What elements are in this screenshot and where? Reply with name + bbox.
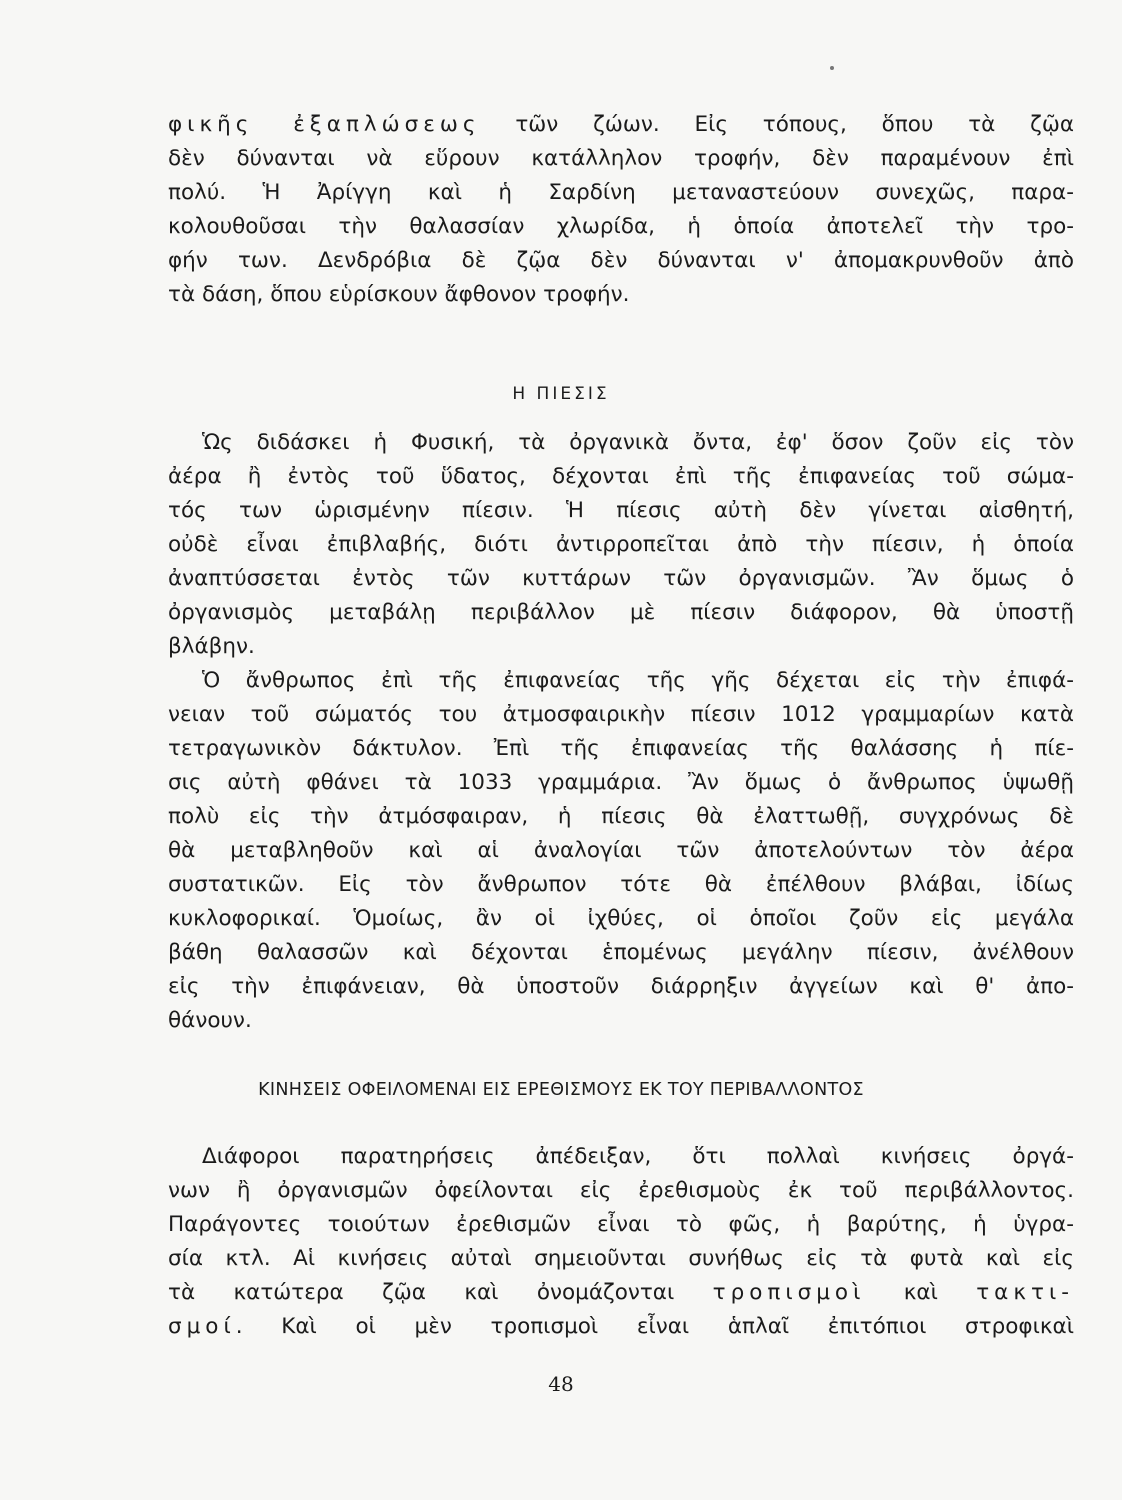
text-line: κολουθοῦσαι τὴν θαλασσίαν χλωρίδα, ἡ ὁποία ἀποτελεῖ τὴν τρο- — [168, 214, 1074, 239]
text-line: σμοί. Καὶ οἱ μὲν τροπισμοὶ εἶναι ἁπλαῖ ἐπιτόπιοι στροφικαὶ — [168, 1314, 1074, 1339]
text-line: κυκλοφορικαί. Ὁμοίως, ἂν οἱ ἰχθύες, οἱ ὁποῖοι ζοῦν εἰς μεγάλα — [168, 906, 1074, 931]
text-line: τὰ δάση, ὅπου εὑρίσκουν ἄφθονον τροφήν. — [168, 282, 630, 307]
text-line: τετραγωνικὸν δάκτυλον. Ἐπὶ τῆς ἐπιφανείας τῆς θαλάσσης ἡ πίε- — [168, 736, 1074, 761]
text-line: νειαν τοῦ σώματός του ἀτμοσφαιρικὴν πίεσιν 1012 γραμμαρίων κατὰ — [168, 702, 1074, 727]
paragraph-intro — [168, 108, 1074, 312]
text-line: συστατικῶν. Εἰς τὸν ἄνθρωπον τότε θὰ ἐπέλθουν βλάβαι, ἰδίως — [168, 872, 1074, 897]
paragraph-pressure-1 — [168, 426, 1074, 664]
text-line: πολὺ εἰς τὴν ἀτμόσφαιραν, ἡ πίεσις θὰ ἐλαττωθῇ, συγχρόνως δὲ — [168, 804, 1074, 829]
text-line: σις αὐτὴ φθάνει τὰ 1033 γραμμάρια. Ἂν ὅμως ὁ ἄνθρωπος ὑψωθῇ — [168, 770, 1074, 795]
text-line: εἰς τὴν ἐπιφάνειαν, θὰ ὑποστοῦν διάρρηξιν ἀγγείων καὶ θ' ἀπο- — [168, 974, 1074, 999]
text-line: οὐδὲ εἶναι ἐπιβλαβής, διότι ἀντιρροπεῖται ἀπὸ τὴν πίεσιν, ἡ ὁποία — [168, 532, 1074, 557]
section-heading-pressure: Η ΠΙΕΣΙΣ — [512, 384, 610, 404]
text-line: Ὁ ἄνθρωπος ἐπὶ τῆς ἐπιφανείας τῆς γῆς δέχεται εἰς τὴν ἐπιφά- — [202, 668, 1074, 693]
text-line: βάθη θαλασσῶν καὶ δέχονται ἑπομένως μεγάλην πίεσιν, ἀνέλθουν — [168, 940, 1074, 965]
text-line: βλάβην. — [168, 634, 255, 659]
paragraph-movements — [168, 1140, 1074, 1344]
text-line: ἀέρα ἢ ἐντὸς τοῦ ὕδατος, δέχονται ἐπὶ τῆς ἐπιφανείας τοῦ σώμα- — [168, 464, 1074, 489]
paragraph-pressure-2 — [168, 664, 1074, 1038]
text-line: ὀργανισμὸς μεταβάλῃ περιβάλλον μὲ πίεσιν διάφορον, θὰ ὑποστῇ — [168, 600, 1074, 625]
text-line: θάνουν. — [168, 1008, 252, 1033]
text-line: θὰ μεταβληθοῦν καὶ αἱ ἀναλογίαι τῶν ἀποτελούντων τὸν ἀέρα — [168, 838, 1074, 863]
text-line: Παράγοντες τοιούτων ἐρεθισμῶν εἶναι τὸ φῶς, ἡ βαρύτης, ἡ ὑγρα- — [168, 1212, 1074, 1237]
text-line: τὰ κατώτερα ζῷα καὶ ὀνομάζονται τροπισμοὶ καὶ τακτι- — [168, 1280, 1074, 1305]
text-line: φήν των. Δενδρόβια δὲ ζῷα δὲν δύνανται ν' ἀπομακρυνθοῦν ἀπὸ — [168, 248, 1074, 273]
speck-mark — [830, 66, 834, 70]
page-number: 48 — [548, 1372, 574, 1396]
text-line: Διάφοροι παρατηρήσεις ἀπέδειξαν, ὅτι πολλαὶ κινήσεις ὀργά- — [202, 1144, 1074, 1169]
section-heading-movements: ΚΙΝΗΣΕΙΣ ΟΦΕΙΛΟΜΕΝΑΙ ΕΙΣ ΕΡΕΘΙΣΜΟΥΣ ΕΚ ΤΟΥ ΠΕΡΙΒΑΛΛΟΝΤΟΣ — [258, 1080, 864, 1100]
text-line: σία κτλ. Αἱ κινήσεις αὐταὶ σημειοῦνται συνήθως εἰς τὰ φυτὰ καὶ εἰς — [168, 1246, 1074, 1271]
text-line: ἀναπτύσσεται ἐντὸς τῶν κυττάρων τῶν ὀργανισμῶν. Ἂν ὅμως ὁ — [168, 566, 1074, 591]
text-line: τός των ὡρισμένην πίεσιν. Ἡ πίεσις αὐτὴ δὲν γίνεται αἰσθητή, — [168, 498, 1074, 523]
text-line: πολύ. Ἡ Ἀρίγγη καὶ ἡ Σαρδίνη μεταναστεύουν συνεχῶς, παρα- — [168, 180, 1074, 205]
text-line: νων ἢ ὀργανισμῶν ὀφείλονται εἰς ἐρεθισμοὺς ἐκ τοῦ περιβάλλοντος. — [168, 1178, 1074, 1203]
text-line: δὲν δύνανται νὰ εὕρουν κατάλληλον τροφήν, δὲν παραμένουν ἐπὶ — [168, 146, 1074, 171]
text-line: Ὡς διδάσκει ἡ Φυσική, τὰ ὀργανικὰ ὄντα, ἐφ' ὅσον ζοῦν εἰς τὸν — [202, 430, 1074, 455]
text-line: φικῆς ἐξαπλώσεως τῶν ζώων. Εἰς τόπους, ὅπου τὰ ζῷα — [168, 112, 1075, 137]
